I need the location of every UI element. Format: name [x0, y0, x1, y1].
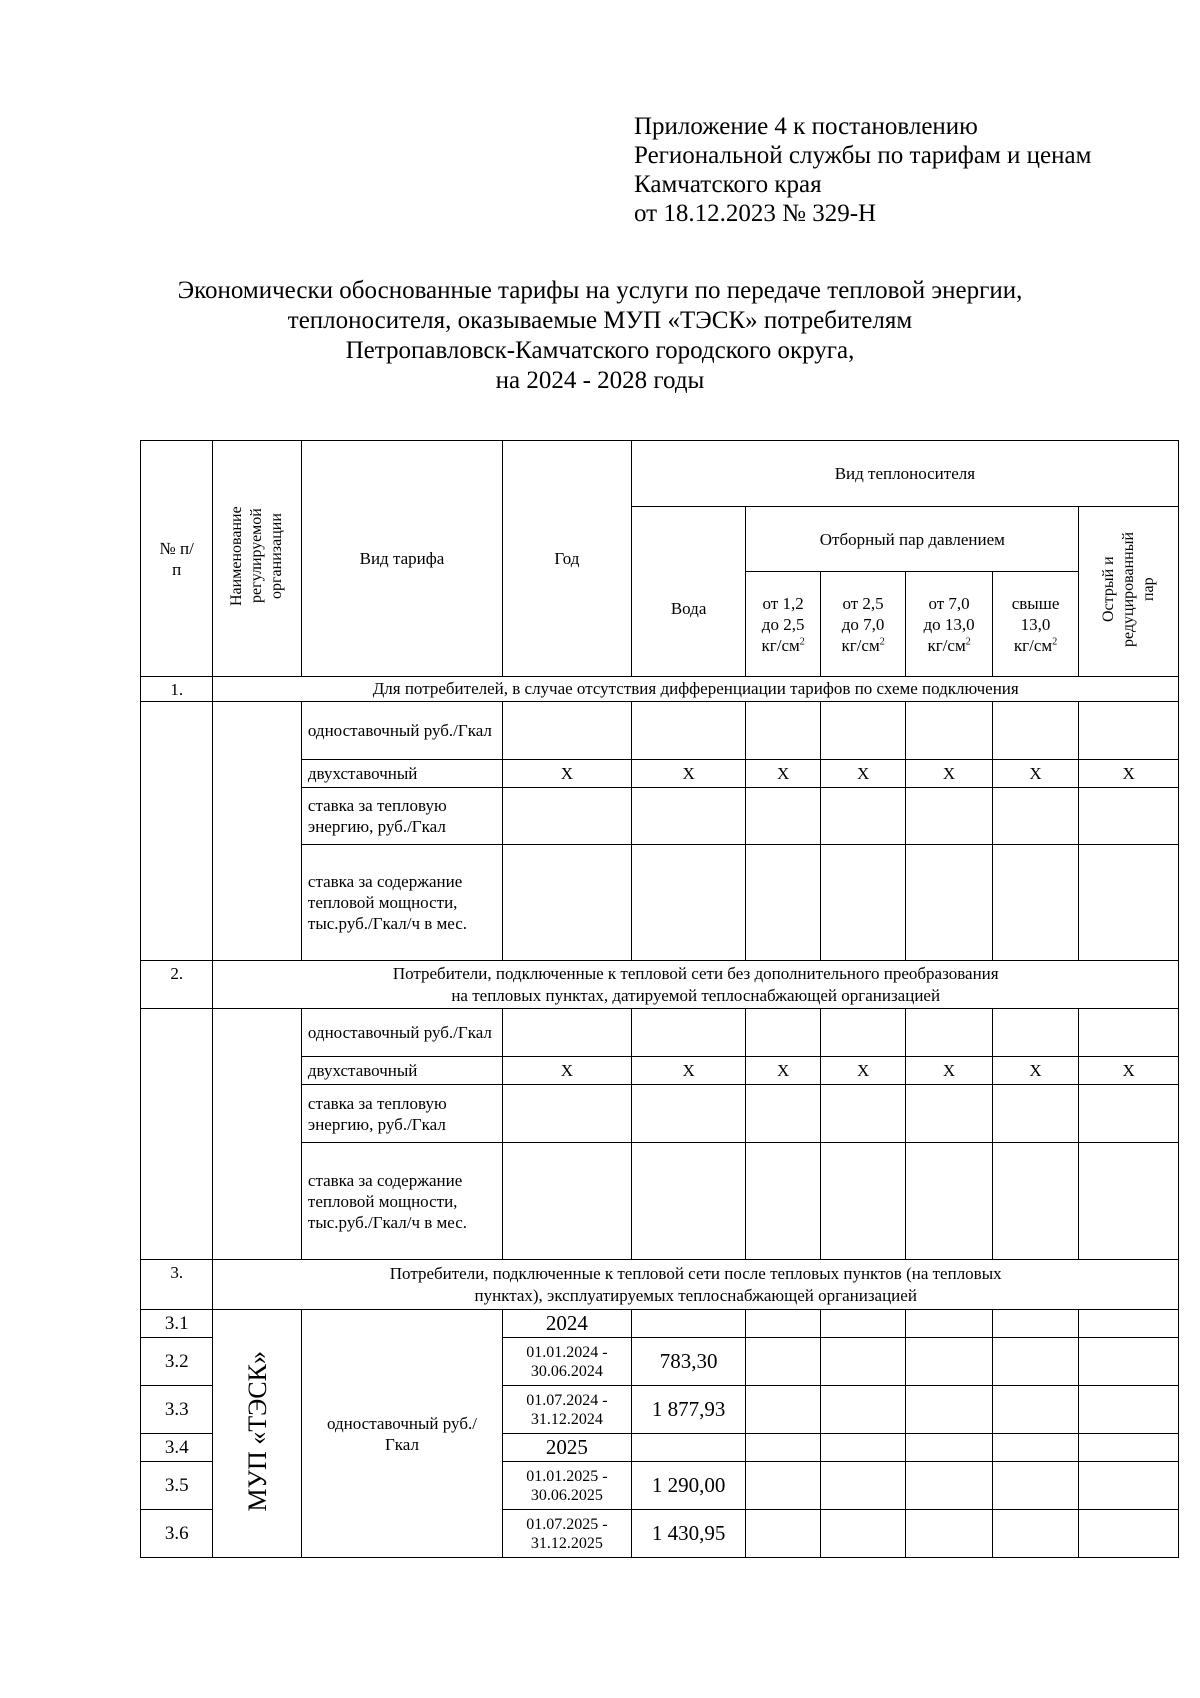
data-cell — [631, 1009, 746, 1057]
header-acute-steam — [1079, 507, 1179, 677]
data-cell — [992, 1510, 1078, 1558]
pressure-to: до 13,0 — [923, 614, 975, 634]
unit-sup: 2 — [1052, 635, 1058, 647]
data-cell — [992, 1310, 1078, 1338]
data-cell — [1079, 1009, 1179, 1057]
pressure-unit — [752, 635, 813, 656]
data-cell — [1079, 1085, 1179, 1143]
table-row — [141, 1009, 1179, 1057]
data-cell — [992, 788, 1078, 845]
pressure-from: от 2,5 — [842, 593, 884, 613]
row-number: 3.6 — [141, 1510, 213, 1558]
x-mark: Х — [503, 760, 632, 788]
data-cell — [820, 702, 905, 760]
data-cell — [992, 1434, 1078, 1462]
data-cell — [992, 845, 1078, 961]
x-mark: Х — [746, 760, 820, 788]
unit-text: кг/см — [841, 635, 880, 655]
data-cell — [503, 788, 632, 845]
section-number: 1. — [141, 677, 213, 702]
water-value: 1 430,95 — [631, 1510, 746, 1558]
row-number: 3.4 — [141, 1434, 213, 1462]
section-title-line: Для потребителей, в случае отсутствия дифференциации тарифов по схеме подключения — [372, 679, 1019, 698]
header-pressure-2 — [820, 572, 905, 677]
data-cell — [906, 1310, 992, 1338]
row-number: 3.3 — [141, 1386, 213, 1434]
data-cell — [746, 702, 820, 760]
row-number: 3.5 — [141, 1462, 213, 1510]
appendix-line: Приложение 4 к постановлению — [634, 113, 978, 140]
header-org — [213, 441, 302, 677]
section-title-line: Потребители, подключенные к тепловой сети после тепловых пунктов (на тепловых — [389, 1263, 1002, 1283]
x-mark: Х — [746, 1057, 820, 1085]
data-cell — [1079, 1143, 1179, 1260]
header-tariff-type: Вид тарифа — [301, 441, 502, 677]
pressure-unit — [912, 635, 985, 656]
data-cell — [1079, 702, 1179, 760]
empty-cell — [141, 1009, 213, 1260]
title-line: теплоносителя, оказываемые МУП «ТЭСК» потребителям — [287, 307, 913, 334]
data-cell — [746, 845, 820, 961]
tariff-type-cell: одноставочный руб./Гкал — [301, 702, 502, 760]
data-cell — [820, 1085, 905, 1143]
period-cell — [503, 1462, 632, 1510]
section-title — [213, 677, 1179, 702]
data-cell — [746, 1338, 820, 1386]
header-water: Вода — [670, 598, 707, 618]
data-cell — [992, 1085, 1078, 1143]
section-title — [213, 1260, 1179, 1310]
appendix-line: от 18.12.2023 № 329-Н — [634, 200, 877, 227]
data-cell — [906, 1085, 992, 1143]
x-mark: Х — [1079, 760, 1179, 788]
title-line: Экономически обоснованные тарифы на услуги по передаче тепловой энергии, — [177, 277, 1023, 304]
x-mark: Х — [631, 760, 746, 788]
data-cell — [1079, 1310, 1179, 1338]
pressure-to: 13,0 — [1020, 614, 1051, 634]
pressure-unit — [999, 635, 1072, 656]
row-number: 3.1 — [141, 1310, 213, 1338]
x-mark: Х — [631, 1057, 746, 1085]
header-pressure-4 — [992, 572, 1078, 677]
data-cell — [906, 1338, 992, 1386]
period-start: 01.07.2025 - — [526, 1515, 608, 1533]
data-cell — [631, 1310, 746, 1338]
data-cell — [631, 788, 746, 845]
title-line: Петропавловск-Камчатского городского округа, — [345, 337, 855, 364]
section-number: 2. — [141, 961, 213, 1009]
unit-text: кг/см — [761, 635, 800, 655]
empty-cell — [213, 702, 302, 961]
header-acute-label — [1099, 514, 1159, 664]
data-cell — [503, 1009, 632, 1057]
water-value: 1 877,93 — [631, 1386, 746, 1434]
data-cell — [906, 1462, 992, 1510]
data-cell — [746, 1009, 820, 1057]
x-mark: Х — [906, 1057, 992, 1085]
header-pressure-3 — [906, 572, 992, 677]
empty-cell — [141, 702, 213, 961]
tariff-type-cell: двухставочный — [301, 1057, 502, 1085]
data-cell — [820, 1143, 905, 1260]
period-start: 01.01.2024 - — [526, 1343, 608, 1361]
pressure-to: до 7,0 — [841, 614, 885, 634]
tariff-cell — [301, 1310, 502, 1558]
tariff-label: одноставочный руб./Гкал — [326, 1413, 477, 1454]
header-acute-b: редуцированный — [1119, 530, 1137, 647]
period-end: 31.12.2025 — [530, 1534, 603, 1552]
data-cell — [906, 1009, 992, 1057]
appendix-line: Камчатского края — [634, 171, 822, 198]
header-org-label: Наименование регулируемой организации — [228, 505, 286, 606]
data-cell — [1079, 1386, 1179, 1434]
data-cell — [992, 1338, 1078, 1386]
data-cell — [631, 702, 746, 760]
data-cell — [820, 845, 905, 961]
header-pressure-1 — [746, 572, 820, 677]
table-row — [141, 702, 1179, 760]
header-num-label: № п/п — [159, 538, 194, 579]
header-water-wrap — [638, 543, 740, 641]
x-mark: Х — [992, 1057, 1078, 1085]
period-start: 01.01.2025 - — [526, 1467, 608, 1485]
data-cell — [906, 702, 992, 760]
year-cell: 2024 — [503, 1310, 632, 1338]
data-cell — [992, 1009, 1078, 1057]
data-cell — [820, 1510, 905, 1558]
empty-cell — [213, 1009, 302, 1260]
data-cell — [1079, 1462, 1179, 1510]
section-title-line: на тепловых пунктах, датируемой теплоснабжающей организацией — [451, 985, 941, 1005]
appendix-line: Региональной службы по тарифам и ценам — [634, 142, 1092, 169]
pressure-from: свыше — [1011, 593, 1060, 613]
period-cell — [503, 1338, 632, 1386]
water-value: 783,30 — [631, 1338, 746, 1386]
data-cell — [746, 1462, 820, 1510]
row-number: 3.2 — [141, 1338, 213, 1386]
tariff-type-cell: ставка за содержание тепловой мощности, тыс.руб./Гкал/ч в мес. — [301, 845, 502, 961]
org-cell — [213, 1310, 302, 1558]
data-cell — [631, 1085, 746, 1143]
period-cell — [503, 1510, 632, 1558]
data-cell — [992, 1386, 1078, 1434]
data-cell — [820, 1386, 905, 1434]
data-cell — [906, 1510, 992, 1558]
header-selected-steam: Отборный пар давлением — [746, 507, 1079, 572]
tariff-type-cell: двухставочный — [301, 760, 502, 788]
pressure-from: от 7,0 — [928, 593, 970, 613]
x-mark: Х — [1079, 1057, 1179, 1085]
x-mark: Х — [820, 760, 905, 788]
data-cell — [1079, 788, 1179, 845]
tariff-type-cell: ставка за тепловую энергию, руб./Гкал — [301, 788, 502, 845]
year-cell: 2025 — [503, 1434, 632, 1462]
unit-sup: 2 — [799, 635, 805, 647]
water-value: 1 290,00 — [631, 1462, 746, 1510]
data-cell — [746, 788, 820, 845]
period-end: 30.06.2024 — [530, 1362, 603, 1380]
appendix-header — [634, 112, 1091, 228]
table-row — [141, 1310, 1179, 1338]
data-cell — [746, 1143, 820, 1260]
data-cell — [746, 1510, 820, 1558]
data-cell — [746, 1085, 820, 1143]
section-header-row — [141, 677, 1179, 702]
unit-text: кг/см — [927, 635, 966, 655]
title-line: на 2024 - 2028 годы — [495, 367, 705, 394]
section-header-row — [141, 961, 1179, 1009]
data-cell — [631, 1434, 746, 1462]
section-title-line: пунктах), эксплуатируемых теплоснабжающей организацией — [474, 1285, 917, 1305]
data-cell — [992, 1143, 1078, 1260]
period-cell — [503, 1386, 632, 1434]
header-num — [141, 441, 213, 677]
data-cell — [503, 845, 632, 961]
tariff-table — [140, 440, 1179, 1558]
x-mark: Х — [820, 1057, 905, 1085]
x-mark: Х — [906, 760, 992, 788]
pressure-unit — [827, 635, 899, 656]
pressure-to: до 2,5 — [761, 614, 805, 634]
document-title — [100, 276, 1100, 396]
header-year: Год — [503, 441, 632, 677]
data-cell — [820, 1462, 905, 1510]
data-cell — [503, 1143, 632, 1260]
data-cell — [906, 1434, 992, 1462]
data-cell — [503, 1085, 632, 1143]
data-cell — [746, 1310, 820, 1338]
data-cell — [631, 845, 746, 961]
data-cell — [906, 1386, 992, 1434]
tariff-type-cell: одноставочный руб./Гкал — [301, 1009, 502, 1057]
data-cell — [746, 1434, 820, 1462]
section-title — [213, 961, 1179, 1009]
header-row — [141, 441, 1179, 507]
header-water-cell — [631, 507, 746, 677]
data-cell — [820, 788, 905, 845]
data-cell — [820, 1009, 905, 1057]
data-cell — [503, 702, 632, 760]
header-carrier: Вид теплоносителя — [631, 441, 1178, 507]
data-cell — [1079, 1510, 1179, 1558]
tariff-type-cell: ставка за содержание тепловой мощности, тыс.руб./Гкал/ч в мес. — [301, 1143, 502, 1260]
section-title-line: Потребители, подключенные к тепловой сети без дополнительного преобразования — [392, 963, 999, 983]
data-cell — [746, 1386, 820, 1434]
data-cell — [820, 1434, 905, 1462]
data-cell — [906, 1143, 992, 1260]
data-cell — [906, 788, 992, 845]
data-cell — [1079, 1338, 1179, 1386]
data-cell — [1079, 1434, 1179, 1462]
unit-sup: 2 — [965, 635, 971, 647]
data-cell — [992, 702, 1078, 760]
data-cell — [820, 1338, 905, 1386]
section-header-row — [141, 1260, 1179, 1310]
pressure-from: от 1,2 — [762, 593, 804, 613]
unit-sup: 2 — [879, 635, 885, 647]
unit-text: кг/см — [1013, 635, 1053, 655]
tariff-type-cell: ставка за тепловую энергию, руб./Гкал — [301, 1085, 502, 1143]
period-end: 31.12.2024 — [530, 1410, 603, 1428]
header-acute-c: пар — [1139, 576, 1157, 601]
period-start: 01.07.2024 - — [526, 1391, 608, 1409]
header-acute-a: Острый и — [1099, 555, 1117, 622]
x-mark: Х — [992, 760, 1078, 788]
x-mark: Х — [503, 1057, 632, 1085]
data-cell — [631, 1143, 746, 1260]
data-cell — [820, 1310, 905, 1338]
data-cell — [992, 1462, 1078, 1510]
data-cell — [1079, 845, 1179, 961]
section-number: 3. — [141, 1260, 213, 1310]
data-cell — [906, 845, 992, 961]
org-name: МУП «ТЭСК» — [242, 1350, 272, 1512]
period-end: 30.06.2025 — [530, 1486, 603, 1504]
